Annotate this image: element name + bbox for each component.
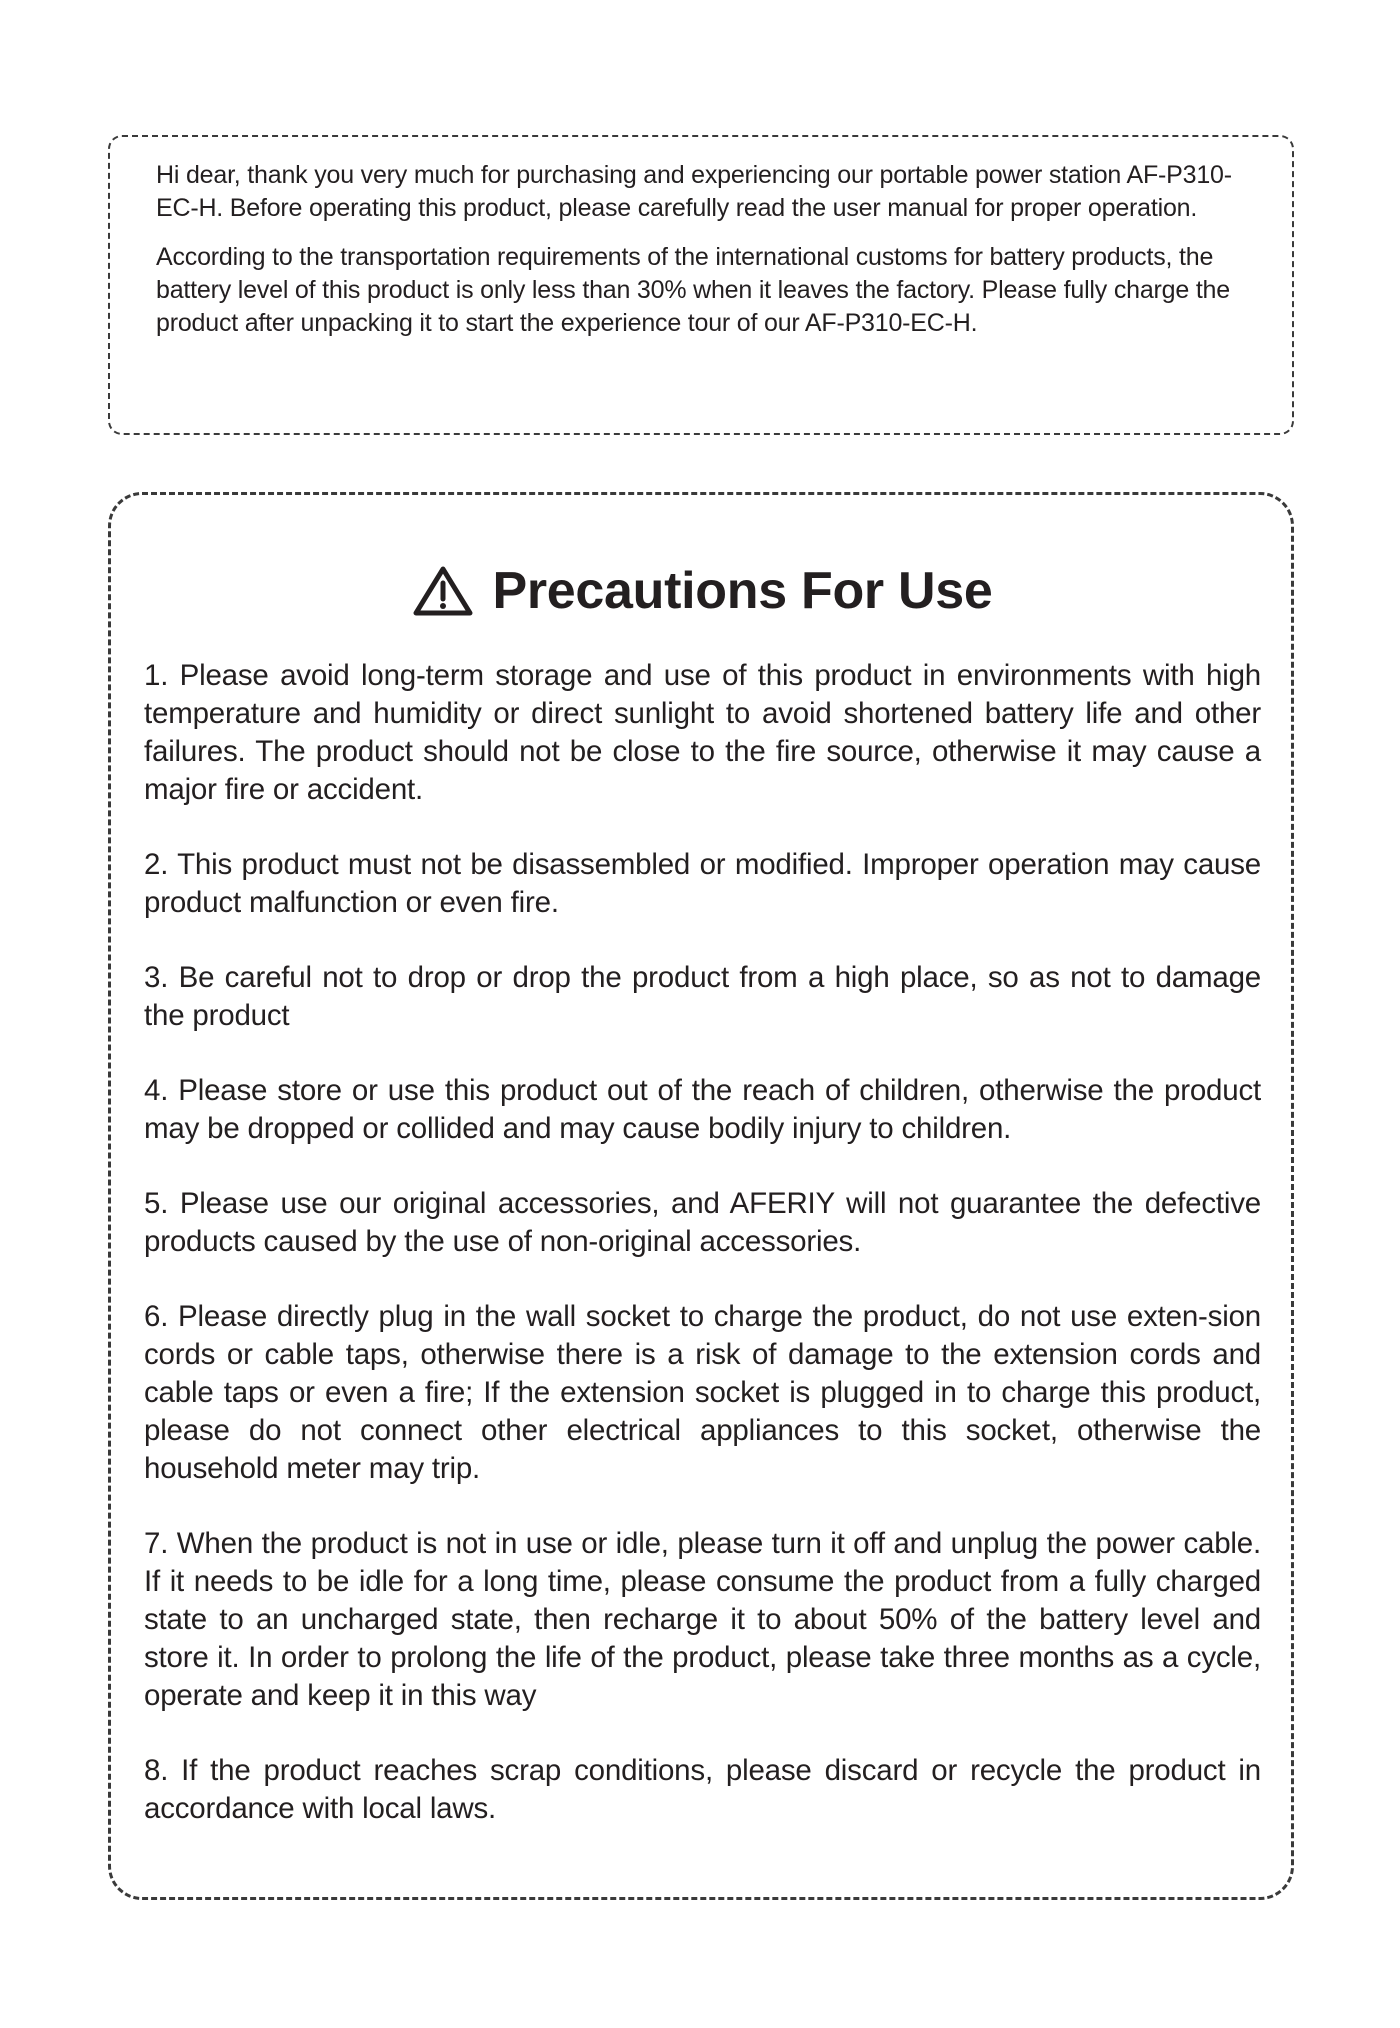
precaution-item: 6. Please directly plug in the wall socket to charge the product, do not use exten-sion cords or cable taps, otherwise there is a risk of damage to the extension cords and cable taps or even a fire; If the extension socket is plugged in to charge this product, please do not connect other electrical appliances to this socket, otherwise the household meter may trip. [144, 1300, 1261, 1485]
precaution-item: 1. Please avoid long-term storage and use of this product in environments with high temperature and humidity or direct sunlight to avoid shortened battery life and other failures. The product should not be close to the fire source, otherwise it may cause a major fire or accident. [144, 659, 1261, 806]
precaution-item: 3. Be careful not to drop or drop the product from a high place, so as not to damage the product [144, 961, 1261, 1032]
precaution-item: 8. If the product reaches scrap conditions, please discard or recycle the product in accordance with local laws. [144, 1754, 1261, 1825]
precaution-item: 7. When the product is not in use or idle, please turn it off and unplug the power cable. If it needs to be idle for a long time, please consume the product from a fully charged state to an uncharged state, then recharge it to about 50% of the battery level and store it. In order to prolong the life of the product, please take three months as a cycle, operate and keep it in this way [144, 1527, 1261, 1712]
intro-notice-box [108, 135, 1294, 435]
precautions-heading [144, 561, 1261, 621]
precautions-list [144, 657, 1261, 1828]
precaution-item: 4. Please store or use this product out of the reach of children, otherwise the product may be dropped or collided and may cause bodily injury to children. [144, 1074, 1261, 1145]
intro-paragraph-1: Hi dear, thank you very much for purchasing and experiencing our portable power station AF-P310-EC-H. Before operating this product, please carefully read the user manual for proper operation. [156, 161, 1232, 222]
precaution-item: 5. Please use our original accessories, and AFERIY will not guarantee the defective products caused by the use of non-original accessories. [144, 1187, 1261, 1258]
page-title: Precautions For Use [492, 562, 993, 620]
intro-paragraph-2: According to the transportation requirements of the international customs for battery products, the battery level of this product is only less than 30% when it leaves the factory. Please fully charge the product after unpacking it to start the experience tour of our AF-P310-EC-H. [156, 243, 1230, 337]
precautions-box [108, 492, 1294, 1900]
precaution-item: 2. This product must not be disassembled or modified. Improper operation may cause product malfunction or even fire. [144, 848, 1261, 919]
warning-icon [412, 565, 474, 617]
